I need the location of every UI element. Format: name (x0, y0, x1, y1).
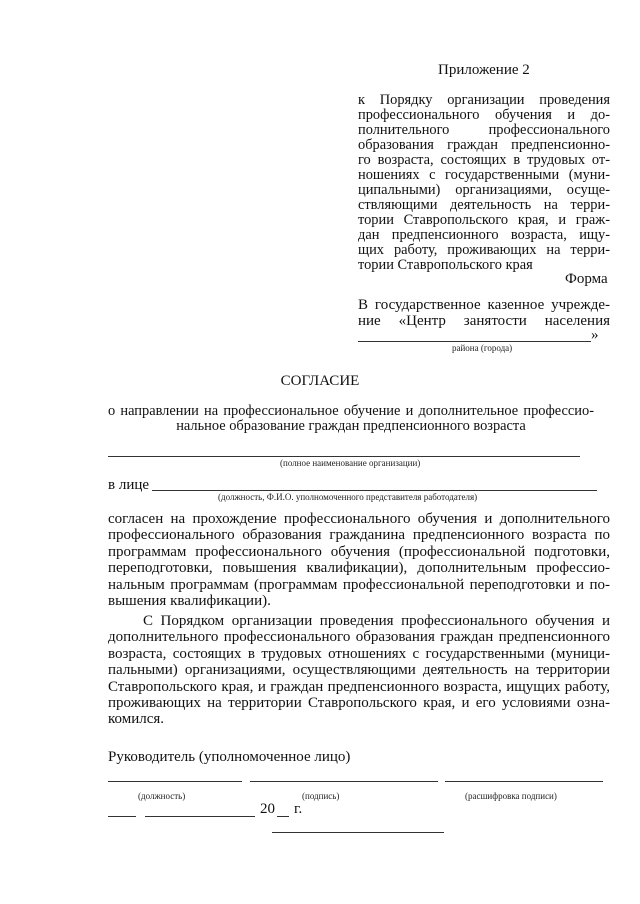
date-month-field[interactable] (145, 816, 255, 817)
paragraph-line: вышения квалификации). (108, 593, 271, 610)
paragraph-line: С Порядком организации проведения профессионального обучения и (143, 613, 610, 629)
organization-caption: (полное наименование организации) (280, 458, 421, 468)
reference-line: ношениях с государственными (муни- (358, 167, 610, 183)
reference-line: го возраста, состоящих в трудовых от- (358, 152, 610, 168)
subtitle-line: о направлении на профессиональное обучение и дополнительное профессио- (108, 403, 594, 419)
acknowledgement-paragraph (108, 613, 610, 728)
bottom-signature-line[interactable] (272, 832, 444, 833)
reference-line: полнительного профессионального (358, 122, 610, 138)
signature-field[interactable] (250, 781, 438, 782)
reference-line: ствляющими деятельность на терри- (358, 197, 610, 213)
reference-line: дан предпенсионного возраста, ищу- (358, 227, 610, 243)
year-prefix: 20 (260, 801, 275, 817)
subtitle-line: нальное образование граждан предпенсионного возраста (176, 418, 526, 434)
organization-name-field[interactable] (108, 456, 580, 457)
paragraph-line: проживающих на территории Ставропольского края, и его условиями озна- (108, 695, 610, 712)
paragraph-line: программам профессионального обучения (профессиональной подготовки, (108, 543, 610, 560)
position-caption: (должность) (138, 791, 186, 801)
form-label: Форма (565, 271, 608, 287)
paragraph-line: нальным программам (программам профессиональной переподготовки и по- (108, 576, 610, 593)
paragraph-line: переподготовки, повышения квалификации), дополнительным профессио- (108, 560, 610, 577)
addressee-line: В государственное казенное учрежде- (358, 297, 610, 313)
addressee-line: ние «Центр занятости населения (358, 313, 610, 330)
reference-line: ципальными) организациями, осуще- (358, 182, 610, 198)
paragraph-line: согласен на прохождение профессионального обучения и дополнительного (108, 511, 610, 527)
district-caption: района (города) (452, 343, 513, 353)
paragraph-line: возраста, состоящих в трудовых отношениях с государственными (муници- (108, 645, 610, 662)
date-year-field[interactable] (277, 816, 289, 817)
reference-line: тории Ставропольского края (358, 257, 533, 273)
reference-line: щих работу, проживающих на терри- (358, 242, 610, 258)
appendix-label: Приложение 2 (438, 62, 530, 78)
reference-line: к Порядку организации проведения (358, 92, 610, 108)
reference-line: образования граждан предпенсионно- (358, 137, 610, 153)
consent-paragraph (108, 511, 610, 609)
position-field[interactable] (108, 781, 242, 782)
decoding-caption: (расшифровка подписи) (465, 791, 557, 801)
paragraph-line: пальными) организациями, осуществляющими деятельность на территории (108, 662, 610, 679)
paragraph-line: профессионального образования гражданина предпенсионного возраста по (108, 527, 610, 544)
document-title: СОГЛАСИЕ (280, 373, 360, 389)
paragraph-line: Ставропольского края, и граждан предпенсионного возраста, ищущих работу, (108, 678, 610, 695)
addressee-close-quote: » (591, 327, 599, 343)
in-person-label: в лице (108, 477, 150, 493)
signature-caption: (подпись) (302, 791, 340, 801)
signature-decoding-field[interactable] (445, 781, 603, 782)
head-label: Руководитель (уполномоченное лицо) (108, 749, 351, 765)
district-input-line[interactable] (358, 341, 591, 342)
document-subtitle (108, 404, 594, 434)
reference-line: профессионального обучения и до- (358, 107, 610, 123)
reference-line: тории Ставропольского края, и граж- (358, 212, 610, 228)
paragraph-line: комился. (108, 711, 165, 728)
year-suffix: г. (294, 801, 303, 817)
addressee-block (358, 297, 610, 330)
representative-caption: (должность, Ф.И.О. уполномоченного представителя работодателя) (218, 492, 478, 502)
paragraph-line: дополнительного профессионального образования граждан предпенсионного (108, 629, 610, 646)
appendix-reference (358, 93, 610, 273)
representative-field[interactable] (152, 490, 597, 491)
date-day-field[interactable] (108, 816, 136, 817)
